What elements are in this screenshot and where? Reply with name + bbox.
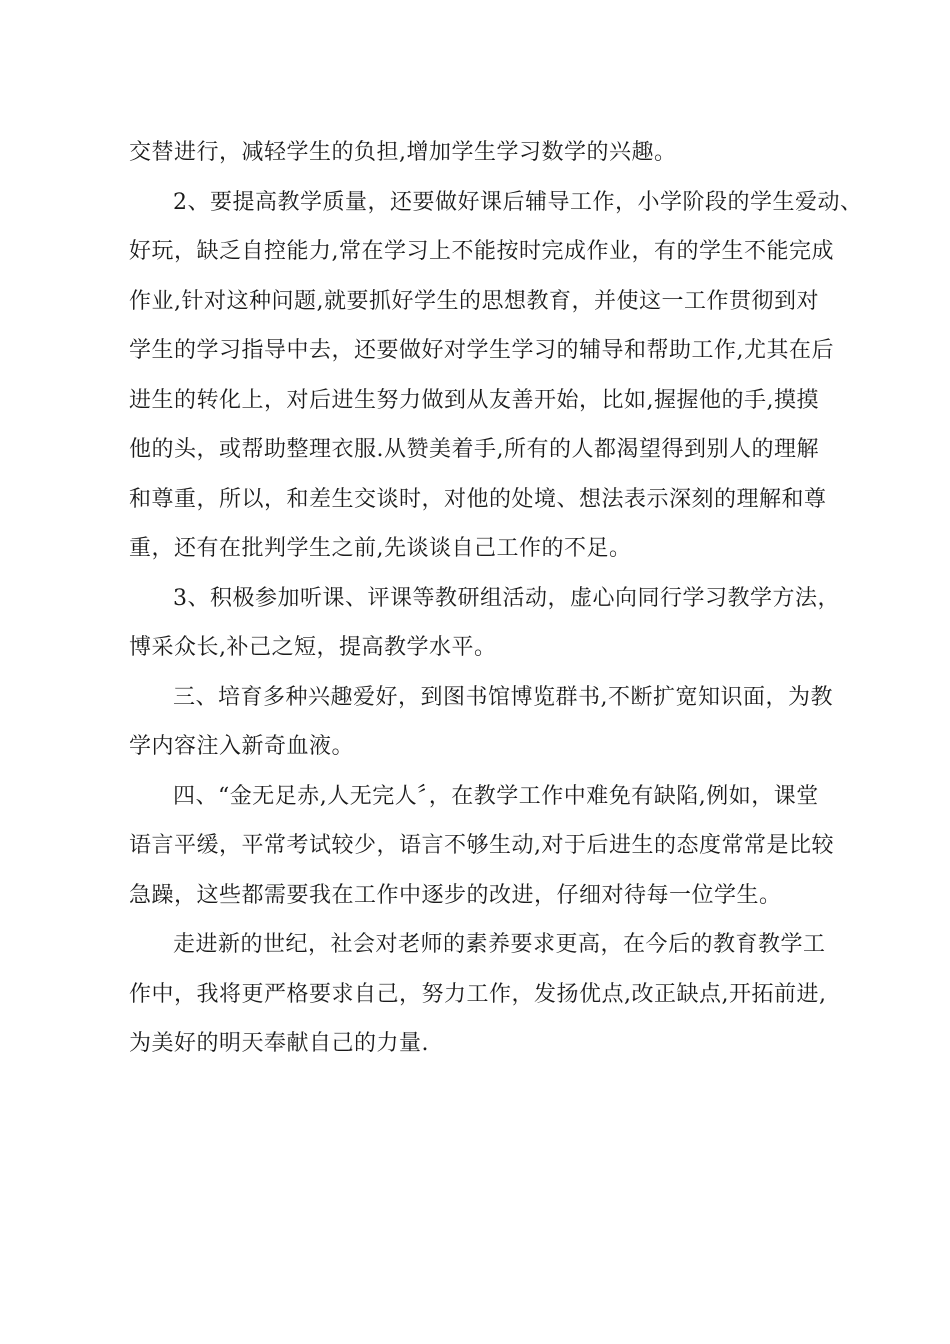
document-body — [129, 128, 863, 1069]
text-line: 学生的学习指导中去，还要做好对学生学习的辅导和帮助工作,尤其在后 — [129, 338, 834, 363]
text-line: 博采众长,补己之短，提高教学水平。 — [129, 635, 497, 660]
section-three-start: 三、培育多种兴趣爱好，到图书馆博览群书,不断扩宽知识面，为教 — [173, 684, 833, 710]
text-line: 作中，我将更严格要求自己，努力工作，发扬优点,改正缺点,开拓前进, — [129, 981, 827, 1007]
text-line: 学内容注入新奇血液。 — [129, 734, 355, 759]
section-four-start: 四、“金无足赤,人无完人〞，在教学工作中难免有缺陷,例如，课堂 — [173, 783, 819, 809]
paragraph-2-start: 2、要提高教学质量，还要做好课后辅导工作，小学阶段的学生爱动、 — [173, 189, 863, 215]
paragraph-3-start: 3、积极参加听课、评课等教研组活动，虚心向同行学习教学方法， — [173, 585, 840, 611]
text-line: 急躁，这些都需要我在工作中逐步的改进，仔细对待每一位学生。 — [129, 882, 782, 908]
text-line: 为美好的明天奉献自己的力量. — [129, 1031, 429, 1056]
text-line: 语言平缓，平常考试较少，语言不够生动,对于后进生的态度常常是比较 — [129, 833, 834, 858]
closing-paragraph-start: 走进新的世纪，社会对老师的素养要求更高，在今后的教育教学工 — [173, 932, 826, 957]
text-line: 重，还有在批判学生之前,先谈谈自己工作的不足。 — [129, 536, 632, 561]
text-line: 交替进行，减轻学生的负担,增加学生学习数学的兴趣。 — [129, 140, 677, 165]
text-line: 好玩，缺乏自控能力,常在学习上不能按时完成作业，有的学生不能完成 — [129, 239, 834, 264]
text-line: 作业,针对这种问题,就要抓好学生的思想教育，并使这一工作贯彻到对 — [129, 288, 819, 314]
text-line: 进生的转化上，对后进生努力做到从友善开始，比如,握握他的手,摸摸 — [129, 387, 819, 413]
text-line: 和尊重，所以，和差生交谈时，对他的处境、想法表示深刻的理解和尊 — [129, 486, 827, 512]
text-line: 他的头，或帮助整理衣服.从赞美着手,所有的人都渴望得到别人的理解 — [129, 437, 819, 462]
